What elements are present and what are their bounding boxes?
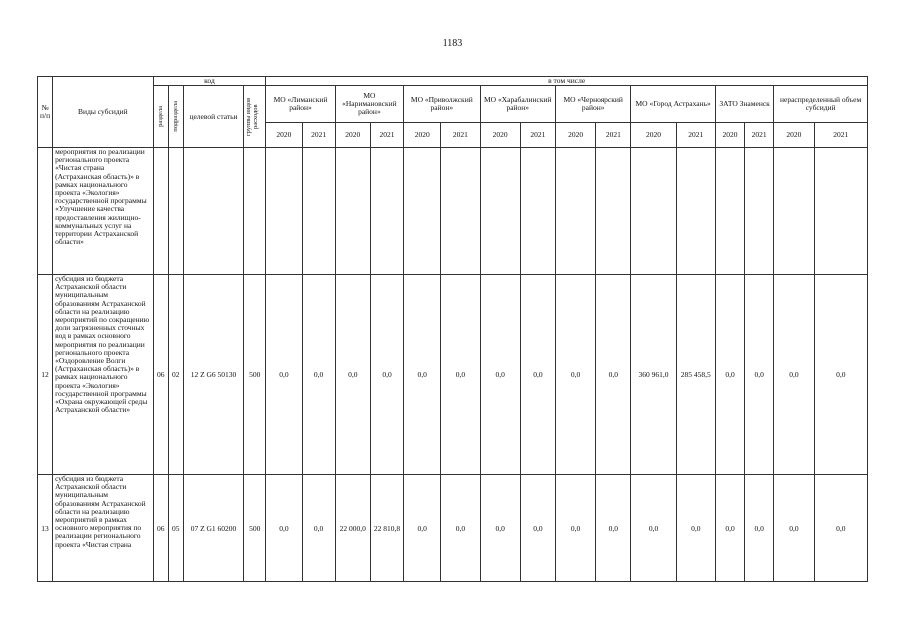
value-cell: 0,0	[480, 475, 520, 582]
value-cell: 0,0	[555, 475, 595, 582]
value-cell: 0,0	[266, 475, 302, 582]
value-cell	[814, 148, 868, 275]
value-cell	[774, 148, 814, 275]
code-cell	[153, 148, 168, 275]
value-cell: 285 458,5	[676, 275, 715, 475]
value-cell	[555, 148, 595, 275]
table-row	[38, 475, 868, 582]
header-group: нераспределенный объем субсидий	[774, 86, 868, 123]
code-cell: 06	[153, 275, 168, 475]
code-cell: 06	[153, 475, 168, 582]
value-cell: 0,0	[631, 475, 676, 582]
value-cell	[596, 148, 631, 275]
value-cell: 0,0	[596, 275, 631, 475]
subsidy-name: субсидия из бюджета Астраханской области муниципальным образованиям Астраханской области на реализацию мероприятий по сокращению доли загрязненных сточных вод в рамках основного мероприятия по реализации регионального проекта «Оздоровление Волги (Астраханская область)» в рамках национального проекта «Экология» государственной программы «Охрана окружающей среды Астраханской области»	[53, 275, 154, 475]
header-including: в том числе	[266, 77, 868, 86]
header-group: МО «Харабалинский район»	[480, 86, 555, 123]
code-cell: 07 Z G1 60200	[183, 475, 243, 582]
value-cell: 0,0	[745, 475, 774, 582]
value-cell: 22 000,0	[335, 475, 370, 582]
value-cell: 0,0	[676, 475, 715, 582]
value-cell: 0,0	[745, 275, 774, 475]
subsidy-name: мероприятия по реализации регионального проекта «Чистая страна (Астраханская область)» в рамках национального проекта «Экология» государственной программы «Улучшение качества предоставления жилищно-коммунальных услуг на территории Астраханской области»	[53, 148, 154, 275]
value-cell	[302, 148, 335, 275]
code-cell: 12 Z G6 50130	[183, 275, 243, 475]
value-cell: 0,0	[596, 475, 631, 582]
header-group: МО «Наримановский район»	[335, 86, 403, 123]
header-year: 2021	[370, 123, 403, 148]
value-cell: 0,0	[266, 275, 302, 475]
header-group: МО «Город Астрахань»	[631, 86, 716, 123]
header-code-article: целевой статьи	[183, 86, 243, 148]
header-year: 2021	[441, 123, 480, 148]
value-cell	[715, 148, 744, 275]
code-cell	[168, 148, 183, 275]
value-cell: 0,0	[520, 275, 555, 475]
value-cell	[520, 148, 555, 275]
header-code-expense-group	[244, 86, 266, 148]
header-group: МО «Приволжский район»	[404, 86, 480, 123]
code-cell: 500	[244, 275, 266, 475]
value-cell	[631, 148, 676, 275]
value-cell: 0,0	[480, 275, 520, 475]
value-cell: 0,0	[814, 275, 868, 475]
header-code-subsection	[168, 86, 183, 148]
value-cell: 0,0	[441, 275, 480, 475]
value-cell: 0,0	[441, 475, 480, 582]
header-year: 2020	[266, 123, 302, 148]
header-year: 2020	[715, 123, 744, 148]
value-cell: 0,0	[370, 275, 403, 475]
subsidy-name: субсидия из бюджета Астраханской области муниципальным образованиям Астраханской области на реализацию мероприятий в рамках основного мероприятия по реализации регионального проекта «Чистая страна	[53, 475, 154, 582]
header-year: 2021	[814, 123, 868, 148]
header-num: № п/п	[38, 77, 53, 148]
header-year: 2021	[745, 123, 774, 148]
value-cell: 360 961,0	[631, 275, 676, 475]
header-group: МО «Черноярский район»	[555, 86, 630, 123]
row-number	[38, 148, 53, 275]
header-types: Виды субсидий	[53, 77, 154, 148]
value-cell	[441, 148, 480, 275]
header-code-section-label: раздела	[157, 106, 165, 127]
header-code: код	[153, 77, 266, 86]
header-code-expense-group-label: группы видов расходов	[245, 97, 260, 136]
value-cell: 0,0	[774, 275, 814, 475]
page-number: 1183	[442, 38, 463, 49]
header-year: 2021	[596, 123, 631, 148]
value-cell: 0,0	[302, 475, 335, 582]
header-year: 2021	[520, 123, 555, 148]
value-cell: 0,0	[520, 475, 555, 582]
value-cell	[745, 148, 774, 275]
value-cell: 22 810,8	[370, 475, 403, 582]
subsidies-table	[37, 76, 868, 582]
value-cell	[335, 148, 370, 275]
row-number: 13	[38, 475, 53, 582]
value-cell: 0,0	[335, 275, 370, 475]
header-group: МО «Лиманский район»	[266, 86, 335, 123]
value-cell	[404, 148, 441, 275]
value-cell: 0,0	[774, 475, 814, 582]
code-cell: 500	[244, 475, 266, 582]
header-code-section	[153, 86, 168, 148]
value-cell	[370, 148, 403, 275]
header-year: 2020	[480, 123, 520, 148]
header-code-subsection-label: подраздела	[172, 101, 180, 132]
header-group: ЗАТО Знаменск	[715, 86, 773, 123]
table-row	[38, 148, 868, 275]
header-year: 2021	[302, 123, 335, 148]
value-cell	[676, 148, 715, 275]
header-year: 2021	[676, 123, 715, 148]
value-cell: 0,0	[715, 275, 744, 475]
header-year: 2020	[555, 123, 595, 148]
value-cell	[480, 148, 520, 275]
header-year: 2020	[335, 123, 370, 148]
table-row	[38, 275, 868, 475]
code-cell	[244, 148, 266, 275]
value-cell: 0,0	[404, 475, 441, 582]
value-cell: 0,0	[302, 275, 335, 475]
code-cell: 05	[168, 475, 183, 582]
code-cell	[183, 148, 243, 275]
value-cell: 0,0	[814, 475, 868, 582]
value-cell: 0,0	[555, 275, 595, 475]
code-cell: 02	[168, 275, 183, 475]
row-number: 12	[38, 275, 53, 475]
header-year: 2020	[404, 123, 441, 148]
header-year: 2020	[774, 123, 814, 148]
header-year: 2020	[631, 123, 676, 148]
value-cell: 0,0	[404, 275, 441, 475]
value-cell	[266, 148, 302, 275]
value-cell: 0,0	[715, 475, 744, 582]
